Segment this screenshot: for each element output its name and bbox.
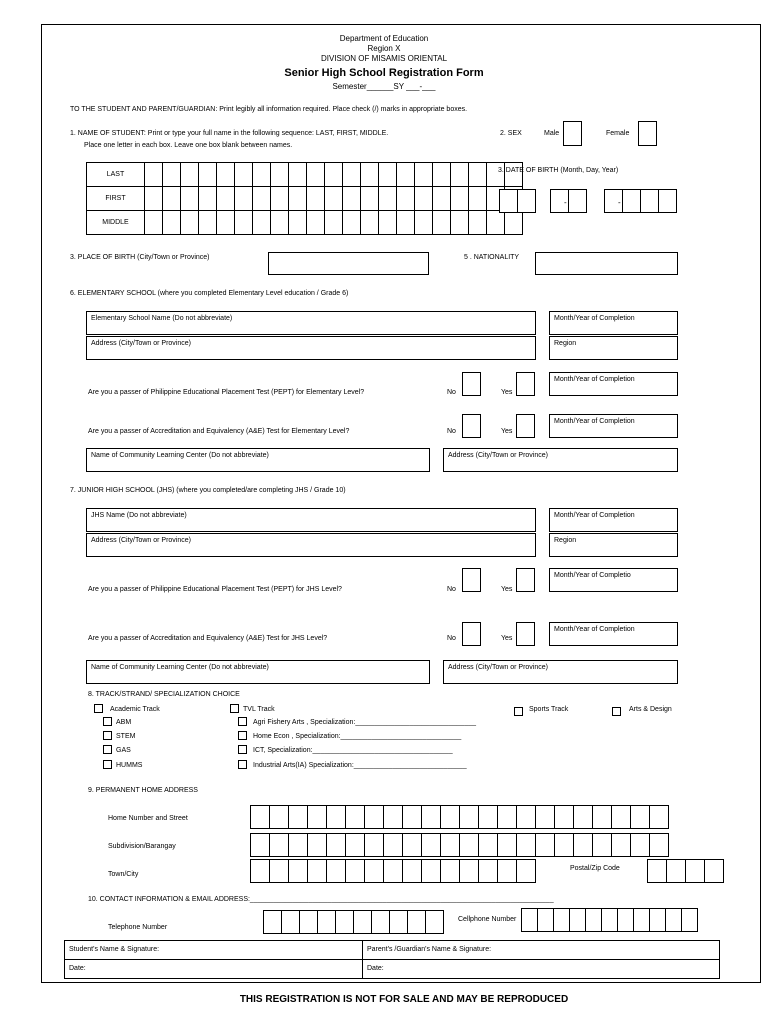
dob-sep-2: - — [618, 198, 621, 207]
academic-checkbox[interactable] — [94, 704, 103, 713]
elem-month-year-input[interactable] — [549, 311, 678, 335]
jhs-pept-month-year-label: Month/Year of Completio — [554, 572, 631, 579]
jhs-clc-address-input[interactable] — [443, 660, 678, 684]
row-label-last: LAST — [87, 163, 145, 187]
stem-label: STEM — [116, 733, 136, 740]
place-of-birth-input[interactable] — [268, 252, 429, 275]
elem-clc-label: Name of Community Learning Center (Do not abbreviate) — [91, 452, 269, 459]
parent-date-field[interactable] — [362, 959, 720, 979]
student-signature-field[interactable] — [64, 940, 363, 960]
jhs-month-year-input[interactable] — [549, 508, 678, 532]
jhs-ae-yes-checkbox[interactable] — [516, 622, 535, 646]
cellphone-cells[interactable] — [521, 908, 697, 932]
dob-sep-1: - — [564, 198, 567, 207]
jhs-pept-yes-label: Yes — [501, 586, 513, 593]
arts-label: Arts & Design — [629, 706, 672, 713]
town-cells[interactable] — [250, 859, 535, 883]
nationality-label: 5 . NATIONALITY — [464, 254, 520, 261]
jhs-ae-month-year-input[interactable] — [549, 622, 678, 646]
jhs-region-label: Region — [554, 537, 577, 544]
agri-checkbox[interactable] — [238, 717, 247, 726]
male-label: Male — [544, 130, 560, 137]
ia-checkbox[interactable] — [238, 760, 247, 769]
jhs-name-label: JHS Name (Do not abbreviate) — [91, 512, 187, 519]
nationality-input[interactable] — [535, 252, 678, 275]
elem-address-label: Address (City/Town or Province) — [91, 340, 191, 347]
dob-month-cells[interactable] — [499, 189, 535, 213]
name-instructions-1: 1. NAME OF STUDENT: Print or type your full name in the following sequence: LAST, FIRST, MIDDLE. — [70, 130, 389, 137]
name-instructions-2: Place one letter in each box. Leave one box blank between names. — [84, 142, 293, 149]
dob-day-cells[interactable] — [550, 189, 586, 213]
elem-pept-month-year-label: Month/Year of Completion — [554, 376, 635, 383]
place-of-birth-label: 3. PLACE OF BIRTH (City/Town or Province) — [70, 254, 210, 261]
student-date-field[interactable] — [64, 959, 363, 979]
male-checkbox[interactable] — [563, 121, 582, 146]
name-row-first[interactable] — [87, 187, 523, 211]
cellphone-label: Cellphone Number — [458, 916, 517, 923]
form-title: Senior High School Registration Form — [284, 67, 484, 79]
ict-checkbox[interactable] — [238, 745, 247, 754]
student-date-label: Date: — [69, 965, 86, 972]
elem-region-input[interactable] — [549, 336, 678, 360]
jhs-heading: 7. JUNIOR HIGH SCHOOL (JHS) (where you completed/are completing JHS / Grade 10) — [70, 487, 346, 494]
elem-school-name-label: Elementary School Name (Do not abbreviate) — [91, 315, 233, 322]
jhs-clc-label: Name of Community Learning Center (Do not abbreviate) — [91, 664, 269, 671]
telephone-label: Telephone Number — [108, 924, 168, 931]
elem-ae-month-year-label: Month/Year of Completion — [554, 418, 635, 425]
student-signature-label: Student's Name & Signature: — [69, 946, 160, 953]
elem-clc-input[interactable] — [86, 448, 430, 472]
jhs-ae-question: Are you a passer of Accreditation and Equivalency (A&E) Test for JHS Level? — [88, 635, 328, 642]
abm-checkbox[interactable] — [103, 717, 112, 726]
jhs-address-label: Address (City/Town or Province) — [91, 537, 191, 544]
gas-label: GAS — [116, 747, 131, 754]
sports-label: Sports Track — [529, 706, 569, 713]
female-checkbox[interactable] — [638, 121, 657, 146]
elem-month-year-label: Month/Year of Completion — [554, 315, 635, 322]
agri-specialization[interactable]: Agri Fishery Arts , Specialization:_______________________________ — [253, 719, 477, 726]
elem-clc-address-label: Address (City/Town or Province) — [448, 452, 548, 459]
semester-line[interactable]: Semester______SY ___-___ — [332, 82, 436, 91]
elem-ae-yes-label: Yes — [501, 428, 513, 435]
parent-signature-field[interactable] — [362, 940, 720, 960]
jhs-ae-no-checkbox[interactable] — [462, 622, 481, 646]
row-label-middle: MIDDLE — [87, 211, 145, 235]
ia-specialization[interactable]: Industrial Arts(IA) Specialization:_____________________________ — [253, 762, 467, 769]
elem-region-label: Region — [554, 340, 577, 347]
elem-school-name-input[interactable] — [86, 311, 536, 335]
address-row-town-label: Town/City — [108, 871, 139, 878]
elem-pept-no-checkbox[interactable] — [462, 372, 481, 396]
elem-address-input[interactable] — [86, 336, 536, 360]
street-cells[interactable] — [250, 805, 668, 829]
parent-date-label: Date: — [367, 965, 384, 972]
jhs-address-input[interactable] — [86, 533, 536, 557]
jhs-pept-month-year-input[interactable] — [549, 568, 678, 592]
dob-label: 3. DATE OF BIRTH (Month, Day, Year) — [498, 167, 619, 174]
elem-ae-no-label: No — [447, 428, 456, 435]
arts-checkbox[interactable] — [612, 707, 621, 716]
jhs-clc-input[interactable] — [86, 660, 430, 684]
tvl-checkbox[interactable] — [230, 704, 239, 713]
female-label: Female — [606, 130, 630, 137]
dept-label: Department of Education — [339, 34, 429, 43]
elem-pept-month-year-input[interactable] — [549, 372, 678, 396]
jhs-ae-month-year-label: Month/Year of Completion — [554, 626, 635, 633]
postal-label: Postal/Zip Code — [570, 865, 620, 872]
jhs-name-input[interactable] — [86, 508, 536, 532]
elem-ae-yes-checkbox[interactable] — [516, 414, 535, 438]
name-row-middle[interactable] — [87, 211, 523, 235]
homeecon-checkbox[interactable] — [238, 731, 247, 740]
jhs-month-year-label: Month/Year of Completion — [554, 512, 635, 519]
elem-ae-question: Are you a passer of Accreditation and Equivalency (A&E) Test for Elementary Level? — [88, 428, 350, 435]
elem-pept-no-label: No — [447, 389, 456, 396]
name-row-last[interactable] — [87, 163, 523, 187]
elem-pept-yes-label: Yes — [501, 389, 513, 396]
elem-ae-no-checkbox[interactable] — [462, 414, 481, 438]
contact-heading[interactable]: 10. CONTACT INFORMATION & EMAIL ADDRESS:______________________________________________________________________________ — [88, 896, 554, 903]
jhs-pept-no-label: No — [447, 586, 456, 593]
elem-clc-address-input[interactable] — [443, 448, 678, 472]
abm-label: ABM — [116, 719, 132, 726]
barangay-cells[interactable] — [250, 833, 668, 857]
address-row-barangay-label: Subdivision/Barangay — [108, 843, 176, 850]
division-label: DIVISION OF MISAMIS ORIENTAL — [320, 54, 448, 63]
postal-cells[interactable] — [647, 859, 723, 883]
humms-label: HUMMS — [116, 762, 143, 769]
instructions: TO THE STUDENT AND PARENT/GUARDIAN: Print legibly all information required. Place check (/) marks in appropriate boxes. — [70, 106, 468, 113]
name-grid[interactable] — [86, 162, 523, 235]
stem-checkbox[interactable] — [103, 731, 112, 740]
jhs-region-input[interactable] — [549, 533, 678, 557]
address-row-street-label: Home Number and Street — [108, 815, 188, 822]
academic-label: Academic Track — [110, 706, 160, 713]
jhs-ae-no-label: No — [447, 635, 456, 642]
jhs-pept-yes-checkbox[interactable] — [516, 568, 535, 592]
address-heading: 9. PERMANENT HOME ADDRESS — [88, 787, 198, 794]
telephone-cells[interactable] — [263, 910, 443, 934]
sex-label: 2. SEX — [500, 130, 522, 137]
region-label: Region X — [367, 44, 401, 53]
elementary-heading: 6. ELEMENTARY SCHOOL (where you completed Elementary Level education / Grade 6) — [70, 290, 349, 297]
jhs-pept-question: Are you a passer of Philippine Educational Placement Test (PEPT) for JHS Level? — [88, 586, 342, 593]
jhs-ae-yes-label: Yes — [501, 635, 513, 642]
gas-checkbox[interactable] — [103, 745, 112, 754]
humms-checkbox[interactable] — [103, 760, 112, 769]
elem-pept-question: Are you a passer of Philippine Educational Placement Test (PEPT) for Elementary Level? — [88, 389, 365, 396]
track-heading: 8. TRACK/STRAND/ SPECIALIZATION CHOICE — [88, 691, 240, 698]
homeecon-specialization[interactable]: Home Econ , Specialization:_______________________________ — [253, 733, 462, 740]
ict-specialization[interactable]: ICT, Specialization:____________________________________ — [253, 747, 453, 754]
dob-year-cells[interactable] — [604, 189, 676, 213]
elem-ae-month-year-input[interactable] — [549, 414, 678, 438]
jhs-pept-no-checkbox[interactable] — [462, 568, 481, 592]
row-label-first: FIRST — [87, 187, 145, 211]
jhs-clc-address-label: Address (City/Town or Province) — [448, 664, 548, 671]
elem-pept-yes-checkbox[interactable] — [516, 372, 535, 396]
parent-signature-label: Parent's /Guardian's Name & Signature: — [367, 946, 492, 953]
footer-note: THIS REGISTRATION IS NOT FOR SALE AND MAY BE REPRODUCED — [239, 994, 569, 1005]
tvl-label: TVL Track — [243, 706, 275, 713]
sports-checkbox[interactable] — [514, 707, 523, 716]
